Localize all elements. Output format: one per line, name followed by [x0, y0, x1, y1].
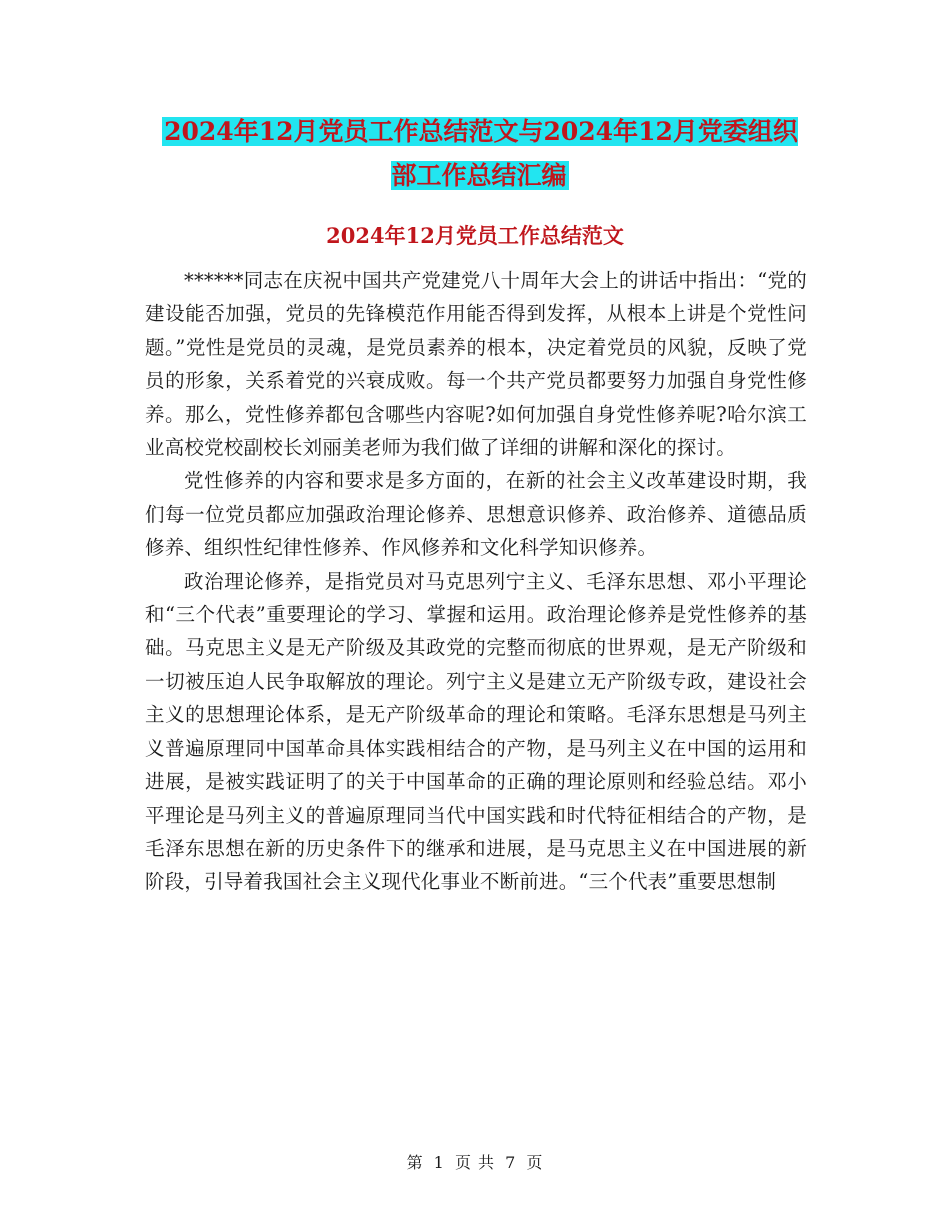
document-title [150, 110, 810, 198]
page-footer [0, 1152, 950, 1174]
paragraph: 党性修养的内容和要求是多方面的，在新的社会主义改革建设时期，我们每一位党员都应加强政治理论修养、思想意识修养、政治修养、道德品质修养、组织性纪律性修养、作风修养和文化科学知识修养。 [145, 469, 807, 560]
footer-middle: 页 共 [454, 1153, 496, 1172]
footer-suffix: 页 [526, 1153, 544, 1172]
section-title: 2024年12月党员工作总结范文 [326, 223, 624, 248]
footer-prefix: 第 [406, 1153, 424, 1172]
paragraph: 政治理论修养，是指党员对马克思列宁主义、毛泽东思想、邓小平理论和“三个代表”重要理论的学习、掌握和运用。政治理论修养是党性修养的基础。马克思主义是无产阶级及其政党的完整而彻底的世界观，是无产阶级和一切被压迫人民争取解放的理论。列宁主义是建立无产阶级专政，建设社会主义的思想理论体系，是无产阶级革命的理论和策略。毛泽东思想是马列主义普遍原理同中国革命具体实践相结合的产物，是马列主义在中国的运用和进展，是被实践证明了的关于中国革命的正确的理论原则和经验总结。邓小平理论是马列主义的普遍原理同当代中国实践和时代特征相结合的产物，是毛泽东思想在新的历史条件下的继承和进展，是马克思主义在中国进展的新阶段，引导着我国社会主义现代化事业不断前进。“三个代表”重要思想制 [145, 569, 807, 894]
paragraph: ******同志在庆祝中国共产党建党八十周年大会上的讲话中指出：“党的建设能否加强，党员的先锋模范作用能否得到发挥，从根本上讲是个党性问题。”党性是党员的灵魂，是党员素养的根本，决定着党员的风貌，反映了党员的形象，关系着党的兴衰成败。每一个共产党员都要努力加强自身党性修养。那么，党性修养都包含哪些内容呢?如何加强自身党性修养呢?哈尔滨工业高校党校副校长刘丽美老师为我们做了详细的讲解和深化的探讨。 [145, 269, 807, 460]
footer-current-page: 1 [433, 1153, 445, 1172]
document-body [145, 264, 807, 899]
footer-total-pages: 7 [505, 1153, 517, 1172]
document-title-text: 2024年12月党员工作总结范文与2024年12月党委组织部工作总结汇编 [164, 117, 798, 190]
